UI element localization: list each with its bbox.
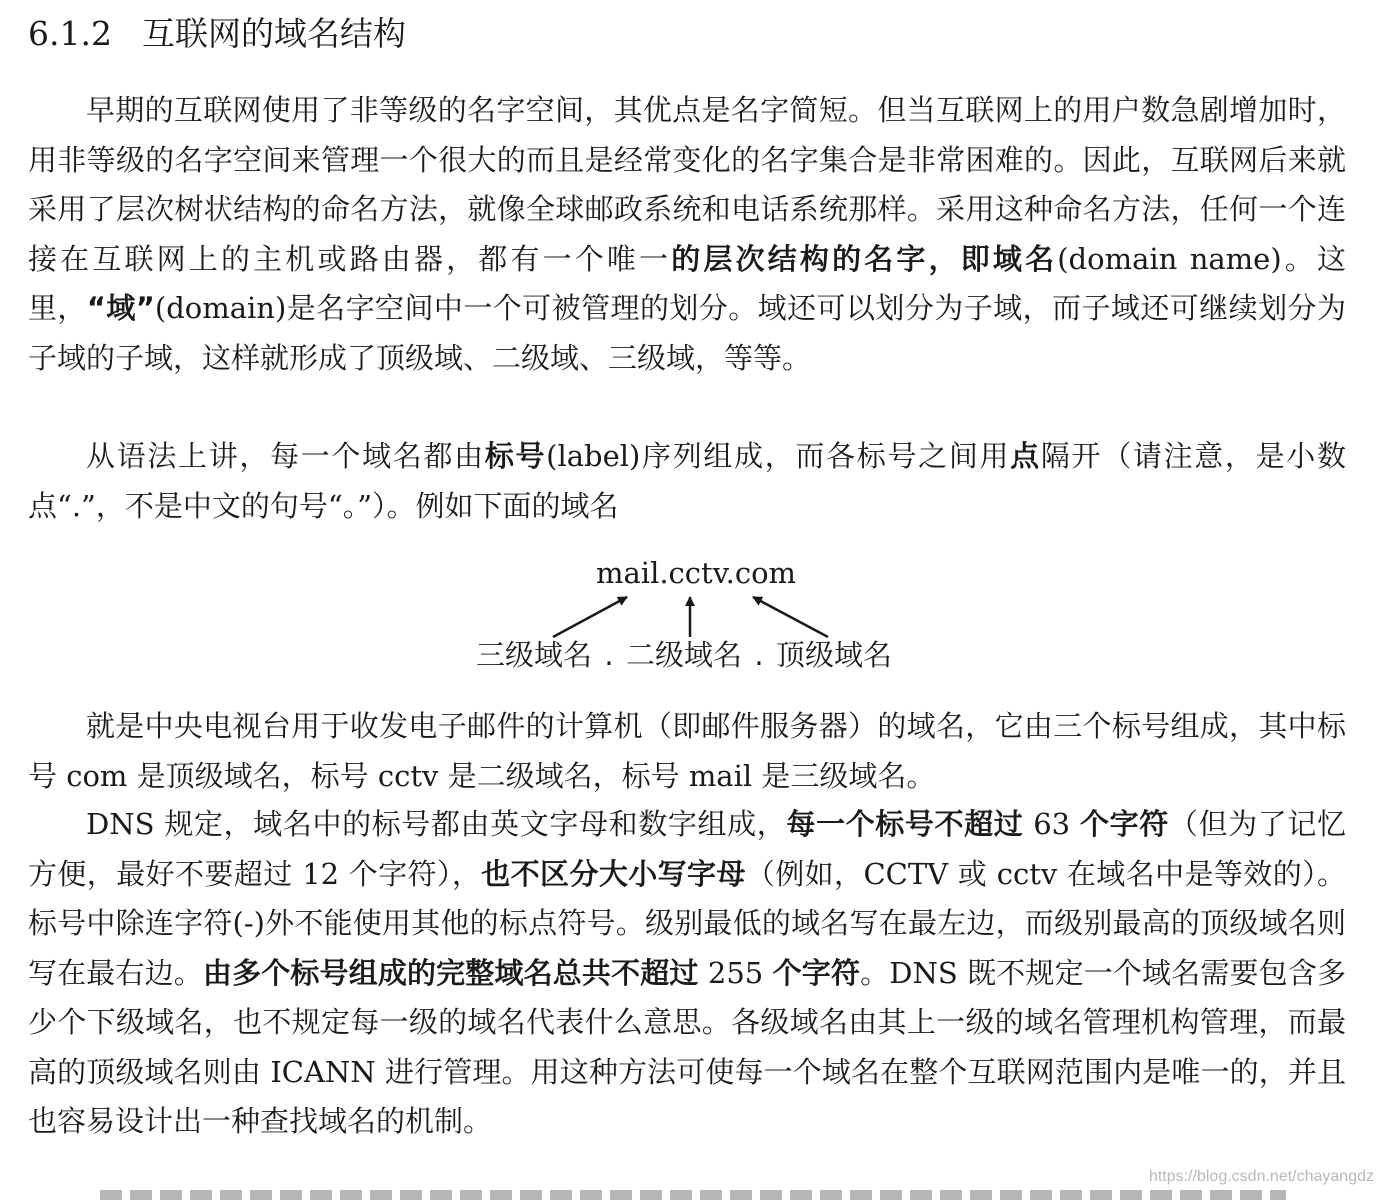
text-run: （但为了记忆方便，最好不要超过 12 个字符）， bbox=[28, 807, 1346, 891]
text-run: ，即 bbox=[928, 241, 993, 276]
bold-term: 个字符 bbox=[772, 955, 861, 990]
level-labels bbox=[476, 635, 892, 675]
text-run: 63 bbox=[1023, 807, 1080, 841]
bold-term: 点 bbox=[1010, 439, 1041, 473]
section-title: 互联网的域名结构 bbox=[142, 14, 406, 53]
label-third-level: 三级域名 bbox=[476, 638, 593, 672]
text-run: DNS 规定，域名中的标号都由英文字母和数字组成， bbox=[86, 807, 787, 841]
section-number: 6.1.2 bbox=[28, 14, 112, 53]
label-separator: . bbox=[604, 638, 614, 672]
bold-term: 个字符 bbox=[1079, 807, 1169, 841]
bold-term: 域名 bbox=[992, 241, 1058, 276]
paragraph-example-explained bbox=[28, 702, 1346, 801]
watermark: https://blog.csdn.net/chayangdz bbox=[1148, 1168, 1374, 1185]
domain-example: mail.cctv.com bbox=[596, 556, 797, 590]
cut-off-text-line bbox=[100, 1190, 1286, 1200]
text-run: 就是中央电视台用于收发电子邮件的计算机（即邮件服务器）的域名，它由三个标号组成，其中标号 com 是顶级域名，标号 cctv 是二级域名，标号 mail 是三级域名。 bbox=[28, 709, 1346, 793]
text-run: 从语法上讲，每一个域名都由 bbox=[86, 439, 485, 473]
paragraph-syntax bbox=[28, 432, 1346, 531]
text-run: (domain name)。这里， bbox=[28, 241, 1346, 325]
paragraph-intro bbox=[28, 86, 1346, 383]
bold-term: 由多个标号组成的完整域名总共不超过 bbox=[202, 955, 699, 990]
bold-term: 每一个标号不超过 bbox=[786, 807, 1024, 841]
label-separator: . bbox=[754, 638, 764, 672]
arrow-third-level bbox=[553, 597, 627, 637]
text-run: 255 bbox=[698, 955, 773, 990]
bold-term: 也不区分大小写字母 bbox=[481, 856, 746, 891]
bold-term: 的层次结构的名字 bbox=[671, 241, 929, 276]
label-top-level: 顶级域名 bbox=[776, 638, 893, 672]
arrow-top-level bbox=[753, 597, 828, 637]
paragraph-dns-rules bbox=[28, 800, 1346, 1147]
bold-term: “域” bbox=[86, 291, 155, 325]
section-heading bbox=[28, 10, 406, 58]
domain-diagram bbox=[0, 545, 1386, 695]
label-second-level: 二级域名 bbox=[626, 638, 743, 672]
text-run: 早期的互联网使用了非等级的名字空间，其优点是名字简短。但当互联网上的用户数急剧增加时，用非等级的名字空间来管理一个很大的而且是经常变化的名字集合是非常困难的。因此，互联网后来就采用了层次树状结构的命名方法，就像全球邮政系统和电话系统那样。采用这种命名方法，任何一个连接在互联网上的主机或路由器，都有一个唯一 bbox=[28, 93, 1346, 276]
text-run: 。DNS 既不规定一个域名需要包含多少个下级域名，也不规定每一级的域名代表什么意思。各级域名由其上一级的域名管理机构管理，而最高的顶级域名则由 ICANN 进行管理。用这种方法可使每一个域名在整个互联网范围内是唯一的，并且也容易设计出一种查找域名的机制。 bbox=[28, 955, 1346, 1138]
text-run: （例如，CCTV 或 cctv 在域名中是等效的）。标号中除连字符(-)外不能使用其他的标点符号。级别最低的域名写在最左边，而级别最高的顶级域名则写在最右边。 bbox=[28, 856, 1346, 990]
text-run: 隔开（请注意，是小数点“.”，不是中文的句号“。”）。例如下面的域名 bbox=[28, 439, 1346, 523]
text-run: (domain)是名字空间中一个可被管理的划分。域还可以划分为子域，而子域还可继续划分为子域的子域，这样就形成了顶级域、二级域、三级域，等等。 bbox=[28, 291, 1346, 375]
bold-term: 标号 bbox=[484, 439, 547, 473]
text-run: (label)序列组成，而各标号之间用 bbox=[546, 439, 1011, 473]
